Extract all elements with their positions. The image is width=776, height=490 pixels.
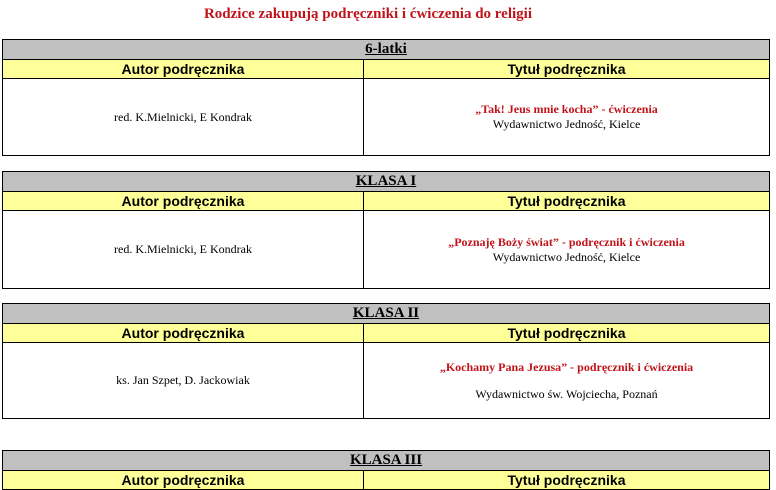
table-row bbox=[3, 79, 769, 155]
grade-heading: KLASA I bbox=[3, 172, 769, 192]
grade-heading: KLASA II bbox=[3, 304, 769, 324]
author-name: ks. Jan Szpet, D. Jackowiak bbox=[116, 373, 250, 387]
title-cell bbox=[364, 211, 769, 288]
section-6-latki bbox=[2, 39, 770, 156]
title-cell bbox=[364, 343, 769, 418]
publisher: Wydawnictwo św. Wojciecha, Poznań bbox=[475, 386, 658, 401]
author-cell bbox=[3, 343, 364, 418]
author-column-header: Autor podręcznika bbox=[3, 471, 364, 489]
title-column-header: Tytuł podręcznika bbox=[507, 325, 626, 341]
grade-heading: 6-latki bbox=[3, 40, 769, 60]
title-column-header: Tytuł podręcznika bbox=[507, 61, 626, 77]
author-column-header: Autor podręcznika bbox=[3, 324, 364, 342]
table-row bbox=[3, 343, 769, 418]
book-title: „Poznaję Boży świat” - podręcznik i ćwiczenia bbox=[448, 234, 685, 249]
publisher: Wydawnictwo Jedność, Kielce bbox=[492, 249, 641, 264]
author-cell bbox=[3, 79, 364, 155]
column-header-row bbox=[3, 192, 769, 211]
author-name: red. K.Mielnicki, E Kondrak bbox=[114, 242, 252, 256]
author-name: red. K.Mielnicki, E Kondrak bbox=[114, 109, 252, 124]
column-header-row bbox=[3, 471, 769, 490]
publisher: Wydawnictwo Jedność, Kielce bbox=[492, 117, 641, 131]
column-header-row bbox=[3, 60, 769, 79]
grade-heading: KLASA III bbox=[3, 451, 769, 471]
section-klasa-3 bbox=[2, 450, 770, 490]
author-column-header: Autor podręcznika bbox=[3, 60, 364, 78]
page-title: Rodzice zakupują podręczniki i ćwiczenia do religii bbox=[203, 6, 533, 22]
column-header-row bbox=[3, 324, 769, 343]
author-cell bbox=[3, 211, 364, 288]
title-column-header: Tytuł podręcznika bbox=[507, 472, 626, 488]
title-column-header: Tytuł podręcznika bbox=[507, 193, 626, 209]
book-title: „Kochamy Pana Jezusa” - podręcznik i ćwiczenia bbox=[439, 359, 694, 374]
author-column-header: Autor podręcznika bbox=[3, 192, 364, 210]
table-row bbox=[3, 211, 769, 288]
book-title: „Tak! Jeus mnie kocha” - ćwiczenia bbox=[475, 102, 658, 116]
section-klasa-2 bbox=[2, 303, 770, 419]
title-cell bbox=[364, 79, 769, 155]
section-klasa-1 bbox=[2, 171, 770, 289]
